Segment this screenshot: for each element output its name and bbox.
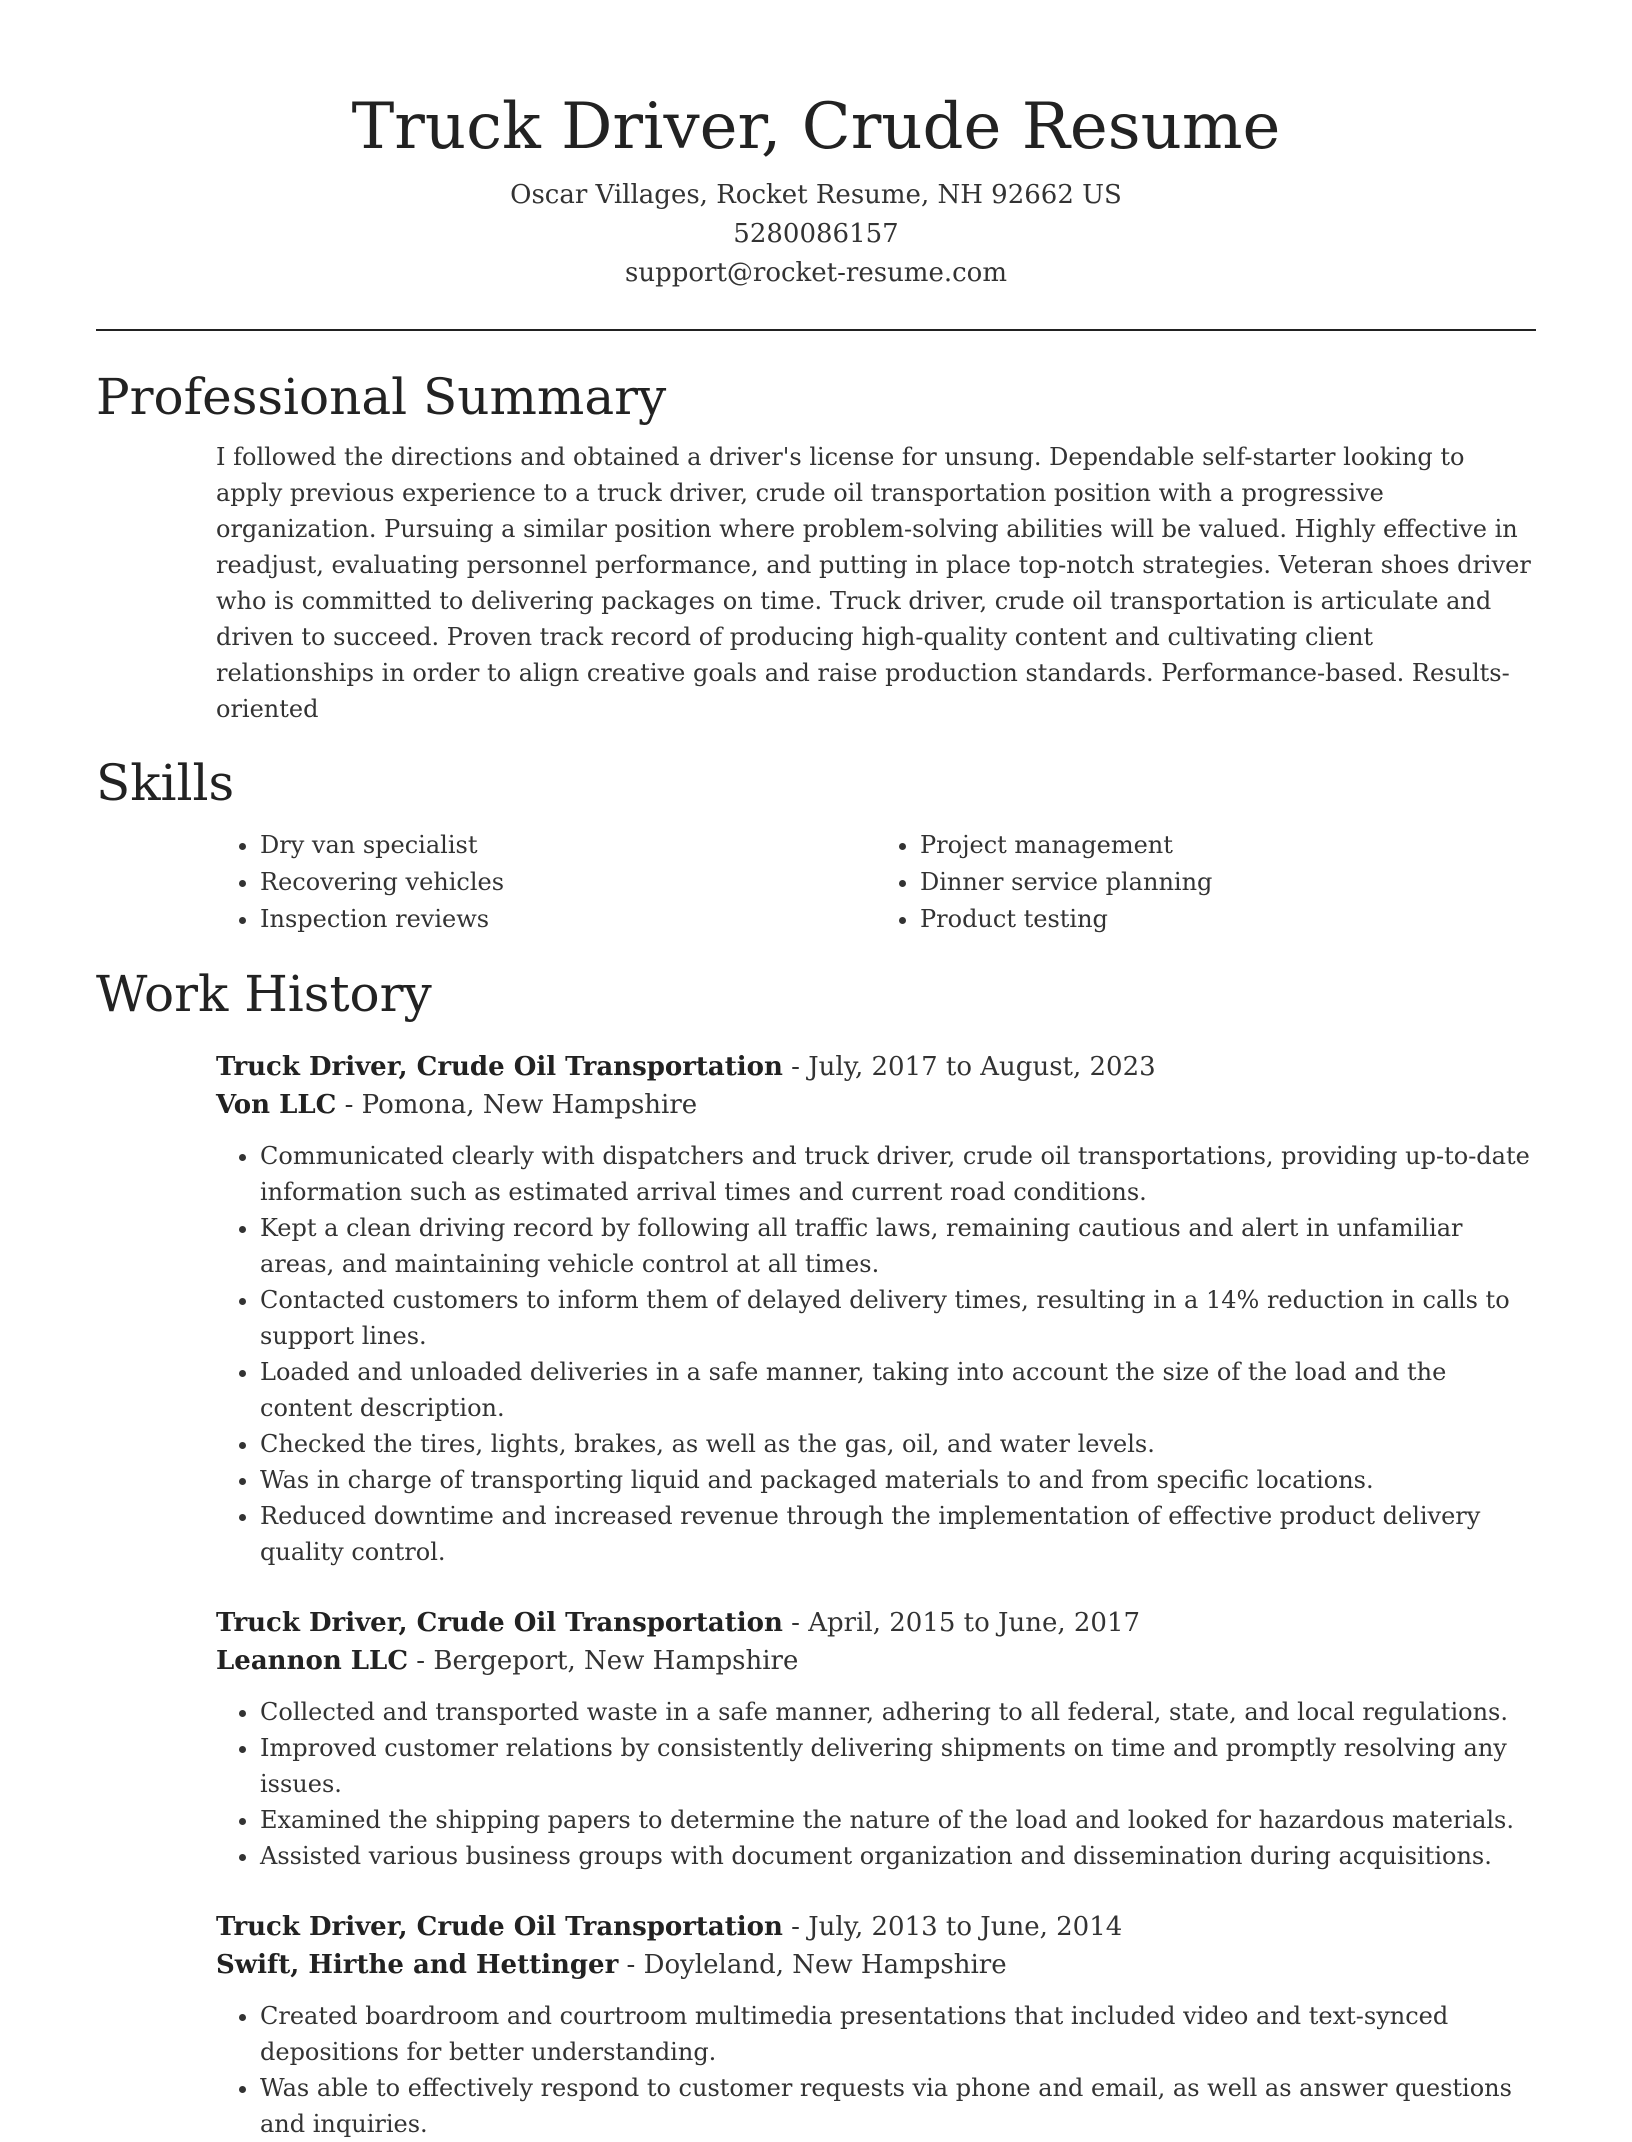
job-company-line [216,1642,1536,1680]
skills-grid [216,827,1536,938]
job-dates: - April, 2015 to June, 2017 [782,1608,1141,1638]
skill-item: • Inspection reviews [260,901,876,938]
skill-item: • Product testing [920,901,1536,938]
summary-text: I followed the directions and obtained a driver's license for unsung. Dependable self-starter looking to apply previous experience to a truck driver, crude oil transportation position with a progressive organization. Pursuing a similar position where problem-solving abilities will be valued. Highly effective in readjust, evaluating personnel performance, and putting in place top-notch strategies. Veteran shoes driver who is committed to delivering packages on time. Truck driver, crude oil transportation is articulate and driven to succeed. Proven track record of producing high-quality content and cultivating client relationships in order to align creative goals and raise production standards. Performance-based. Results-oriented [216,443,1531,723]
job-dates: - July, 2017 to August, 2023 [782,1052,1156,1082]
job-company: Leannon LLC [216,1646,409,1676]
job-dates: - July, 2013 to June, 2014 [782,1912,1123,1942]
job-role: Truck Driver, Crude Oil Transportation [216,1912,783,1942]
job-title-line [216,1048,1536,1086]
job-bullet: • Kept a clean driving record by following all traffic laws, remaining cautious and alert in unfamiliar areas, and maintaining vehicle control at all times. [260,1210,1536,1282]
job-bullets [216,1998,1536,2142]
skills-column-right [876,827,1536,938]
job-bullet: • Examined the shipping papers to determine the nature of the load and looked for hazardous materials. [260,1802,1536,1838]
job-bullets [216,1694,1536,1874]
job-bullet: • Communicated clearly with dispatchers and truck driver, crude oil transportations, providing up-to-date information such as estimated arrival times and current road conditions. [260,1138,1536,1210]
job-entry [216,1604,1536,1874]
skill-item: • Project management [920,827,1536,864]
header-divider [96,329,1536,331]
skills-column-left [216,827,876,938]
job-bullet: • Collected and transported waste in a safe manner, adhering to all federal, state, and local regulations. [260,1694,1536,1730]
job-bullet: • Was in charge of transporting liquid and packaged materials to and from specific locations. [260,1462,1536,1498]
job-title-line [216,1604,1536,1642]
job-company-line [216,1086,1536,1124]
job-location: - Bergeport, New Hampshire [408,1646,799,1676]
work-history-section [96,1048,1536,2142]
contact-phone: 5280086157 [733,219,899,249]
job-bullet: • Improved customer relations by consistently delivering shipments on time and promptly resolving any issues. [260,1730,1536,1802]
job-location: - Pomona, New Hampshire [336,1090,698,1120]
skill-item: • Recovering vehicles [260,864,876,901]
job-bullet: • Reduced downtime and increased revenue through the implementation of effective product delivery quality control. [260,1498,1536,1570]
resume-header [96,0,1536,293]
job-entry [216,1908,1536,2142]
skill-item: • Dry van specialist [260,827,876,864]
work-history-heading: Work History [96,965,432,1023]
job-entry [216,1048,1536,1570]
job-role: Truck Driver, Crude Oil Transportation [216,1608,783,1638]
job-company: Von LLC [216,1090,337,1120]
job-location: - Doyleland, New Hampshire [618,1950,1007,1980]
job-title-line [216,1908,1536,1946]
job-bullet: • Assisted various business groups with document organization and dissemination during acquisitions. [260,1838,1536,1874]
job-bullets [216,1138,1536,1570]
skills-heading: Skills [96,754,235,812]
job-bullet: • Was able to effectively respond to customer requests via phone and email, as well as answer questions and inquiries. [260,2070,1536,2142]
summary-section [96,439,1536,727]
job-bullet: • Loaded and unloaded deliveries in a safe manner, taking into account the size of the load and the content description. [260,1354,1536,1426]
job-bullet: • Checked the tires, lights, brakes, as well as the gas, oil, and water levels. [260,1426,1536,1462]
resume-title: Truck Driver, Crude Resume [351,90,1281,164]
job-role: Truck Driver, Crude Oil Transportation [216,1052,783,1082]
contact-email: support@rocket-resume.com [624,258,1007,288]
contact-address: Oscar Villages, Rocket Resume, NH 92662 US [510,180,1122,210]
skills-section [96,827,1536,938]
job-company-line [216,1946,1536,1984]
job-bullet: • Contacted customers to inform them of delayed delivery times, resulting in a 14% reduction in calls to support lines. [260,1282,1536,1354]
skill-item: • Dinner service planning [920,864,1536,901]
summary-heading: Professional Summary [96,368,667,426]
resume-page [96,0,1536,2142]
job-company: Swift, Hirthe and Hettinger [216,1950,619,1980]
job-bullet: • Created boardroom and courtroom multimedia presentations that included video and text-synced depositions for better understanding. [260,1998,1536,2070]
